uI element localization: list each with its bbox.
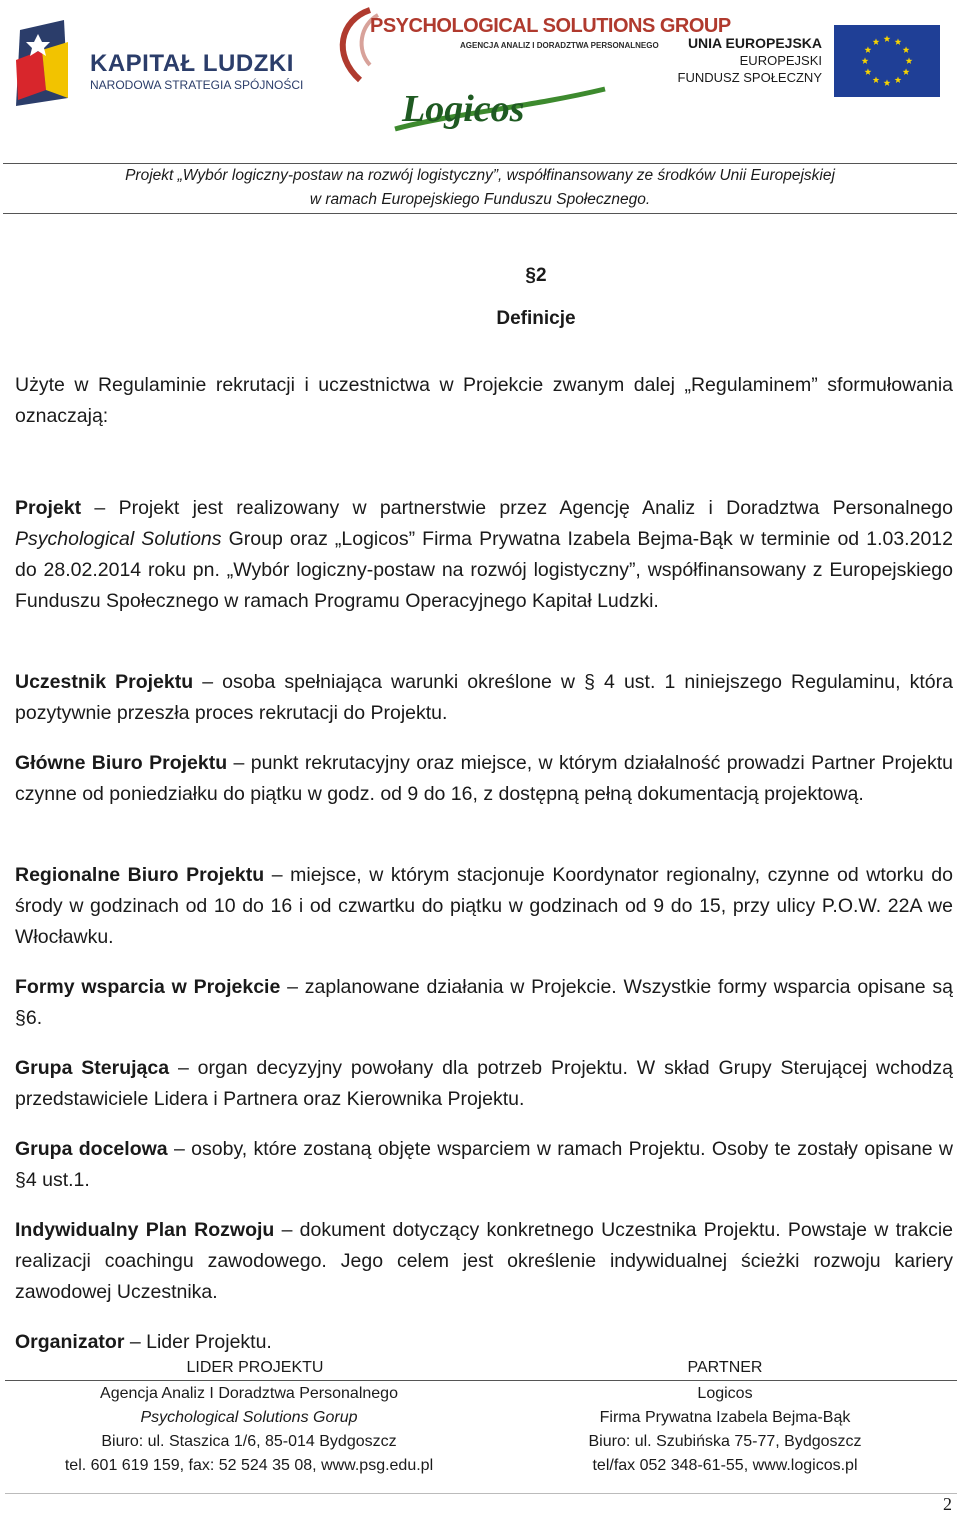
definition-grupa-sterujaca-text: – organ decyzyjny powołany dla potrzeb Projektu. W skład Grupy Sterującej wchodzą przedstawiciele Lidera i Partnera oraz Kierownika Projektu. [15, 1057, 953, 1110]
eu-line1: UNIA EUROPEJSKA [687, 35, 822, 51]
footer-bottom-rule [5, 1493, 957, 1494]
definition-formy-wsparcia-text: – zaplanowane działania w Projekcie. Wszystkie formy wsparcia opisane są §6. [15, 976, 954, 1029]
definition-organizator-text: – Lider Projektu. [124, 1331, 272, 1353]
term-uczestnik: Uczestnik Projektu [15, 671, 194, 693]
header-bottom-rule [3, 213, 957, 214]
psg-name: PSYCHOLOGICAL SOLUTIONS GROUP [370, 15, 731, 37]
definition-ipr-text: – dokument dotyczący konkretnego Uczestnika Projektu. Powstaje w trakcie realizacji coachingu zawodowego. Jego celem jest określenie indywidualnej ścieżki rozwoju kariery zawodowej Uczestnika. [15, 1219, 954, 1303]
definition-projekt-italic: Psychological Solutions [15, 528, 222, 550]
footer-partner-block [490, 1382, 960, 1478]
definition-grupa-docelowa [15, 1134, 953, 1196]
footer-lider-line3: Biuro: ul. Staszica 1/6, 85-014 Bydgoszcz [101, 1433, 397, 1450]
eu-line3: FUNDUSZ SPOŁECZNY [677, 70, 822, 85]
psg-tagline: AGENCJA ANALIZ I DORADZTWA PERSONALNEGO [460, 41, 659, 50]
footer-lider-heading: LIDER PROJEKTU [186, 1359, 324, 1376]
footer-lider-line2: Psychological Solutions Gorup [140, 1409, 358, 1426]
definition-regionalne-biuro [15, 860, 953, 953]
term-regionalne-biuro: Regionalne Biuro Projektu [15, 864, 265, 886]
kapital-ludzki-subtitle: NARODOWA STRATEGIA SPÓJNOŚCI [90, 78, 304, 92]
definition-regionalne-biuro-text: – miejsce, w którym stacjonuje Koordynator regionalny, czynne od wtorku do środy w godzinach od 10 do 16 i od czwartku do piątku w godzinach od 9 do 15, przy ulicy P.O.W. 22A we Włocławku. [15, 864, 953, 948]
definition-uczestnik [15, 667, 953, 729]
definition-glowne-biuro-text: – punkt rekrutacyjny oraz miejsce, w którym działalność prowadzi Partner Projektu czynne od poniedziałku do piątku w godz. od 9 do 16, z dostępną pełną dokumentacją projektową. [15, 752, 953, 805]
intro-paragraph: Użyte w Regulaminie rekrutacji i uczestnictwa w Projekcie zwanym dalej „Regulaminem” sformułowania oznaczają: [15, 374, 953, 427]
term-grupa-sterujaca: Grupa Sterująca [15, 1057, 170, 1079]
section-title: Definicje [496, 308, 576, 329]
term-ipr: Indywidualny Plan Rozwoju [15, 1219, 275, 1241]
definition-projekt [15, 493, 953, 617]
kapital-ludzki-flag-icon [12, 20, 72, 110]
running-header-line2: w ramach Europejskiego Funduszu Społecznego. [309, 191, 651, 208]
footer-lider-line4: tel. 601 619 159, fax: 52 524 35 08, www.psg.edu.pl [64, 1457, 434, 1474]
logicos-wordmark: Logicos [402, 88, 525, 130]
footer-partner-line3: Biuro: ul. Szubińska 75-77, Bydgoszcz [588, 1433, 862, 1450]
term-formy-wsparcia: Formy wsparcia w Projekcie [15, 976, 281, 998]
definition-grupa-sterujaca [15, 1053, 953, 1115]
running-header-line1: Projekt „Wybór logiczny-postaw na rozwój logistyczny”, współfinansowany ze środków Unii Europejskiej [125, 167, 835, 184]
term-grupa-docelowa: Grupa docelowa [15, 1138, 168, 1160]
footer-partner-line1: Logicos [697, 1385, 753, 1402]
section-number: §2 [525, 265, 547, 286]
logo-bar [0, 0, 960, 160]
eu-line2: EUROPEJSKI [739, 53, 822, 68]
footer-lider-block [14, 1382, 484, 1478]
term-organizator: Organizator [15, 1331, 125, 1353]
footer-partner-line4: tel/fax 052 348-61-55, www.logicos.pl [592, 1457, 858, 1474]
term-projekt: Projekt [15, 497, 82, 519]
running-header [0, 164, 960, 212]
definition-glowne-biuro [15, 748, 953, 810]
definition-uczestnik-text: – osoba spełniająca warunki określone w § 4 ust. 1 niniejszego Regulaminu, która pozytywnie przeszła proces rekrutacji do Projektu. [15, 671, 953, 724]
eu-flag-icon [834, 25, 940, 97]
page-number: 2 [943, 1494, 952, 1514]
definition-projekt-text-2: Group oraz „Logicos” Firma Prywatna Izabela Bejma-Bąk w terminie od 1.03.2012 do 28.02.2014 roku pn. „Wybór logiczny-postaw na rozwój logistyczny”, współfinansowany z Europejskiego Funduszu Społecznego w ramach Programu Operacyjnego Kapitał Ludzki. [15, 528, 953, 612]
definition-organizator [15, 1327, 953, 1358]
psg-logicos-logo [330, 5, 731, 145]
footer-partner-line2: Firma Prywatna Izabela Bejma-Bąk [599, 1409, 851, 1426]
kapital-ludzki-logo [12, 20, 302, 115]
kapital-ludzki-name: KAPITAŁ LUDZKI [90, 50, 294, 77]
footer-lider-line1: Agencja Analiz I Doradztwa Personalnego [100, 1385, 398, 1402]
definition-projekt-text-1: – Projekt jest realizowany w partnerstwie przez Agencję Analiz i Doradztwa Personalnego [81, 497, 953, 519]
footer-rule [5, 1380, 957, 1381]
term-glowne-biuro: Główne Biuro Projektu [15, 752, 228, 774]
definition-ipr [15, 1215, 953, 1308]
definition-grupa-docelowa-text: – osoby, które zostaną objęte wsparciem w ramach Projektu. Osoby te zostały opisane w §4 ust.1. [15, 1138, 953, 1191]
footer-partner-heading: PARTNER [687, 1359, 763, 1376]
eu-logo [672, 25, 944, 100]
definition-formy-wsparcia [15, 972, 953, 1034]
